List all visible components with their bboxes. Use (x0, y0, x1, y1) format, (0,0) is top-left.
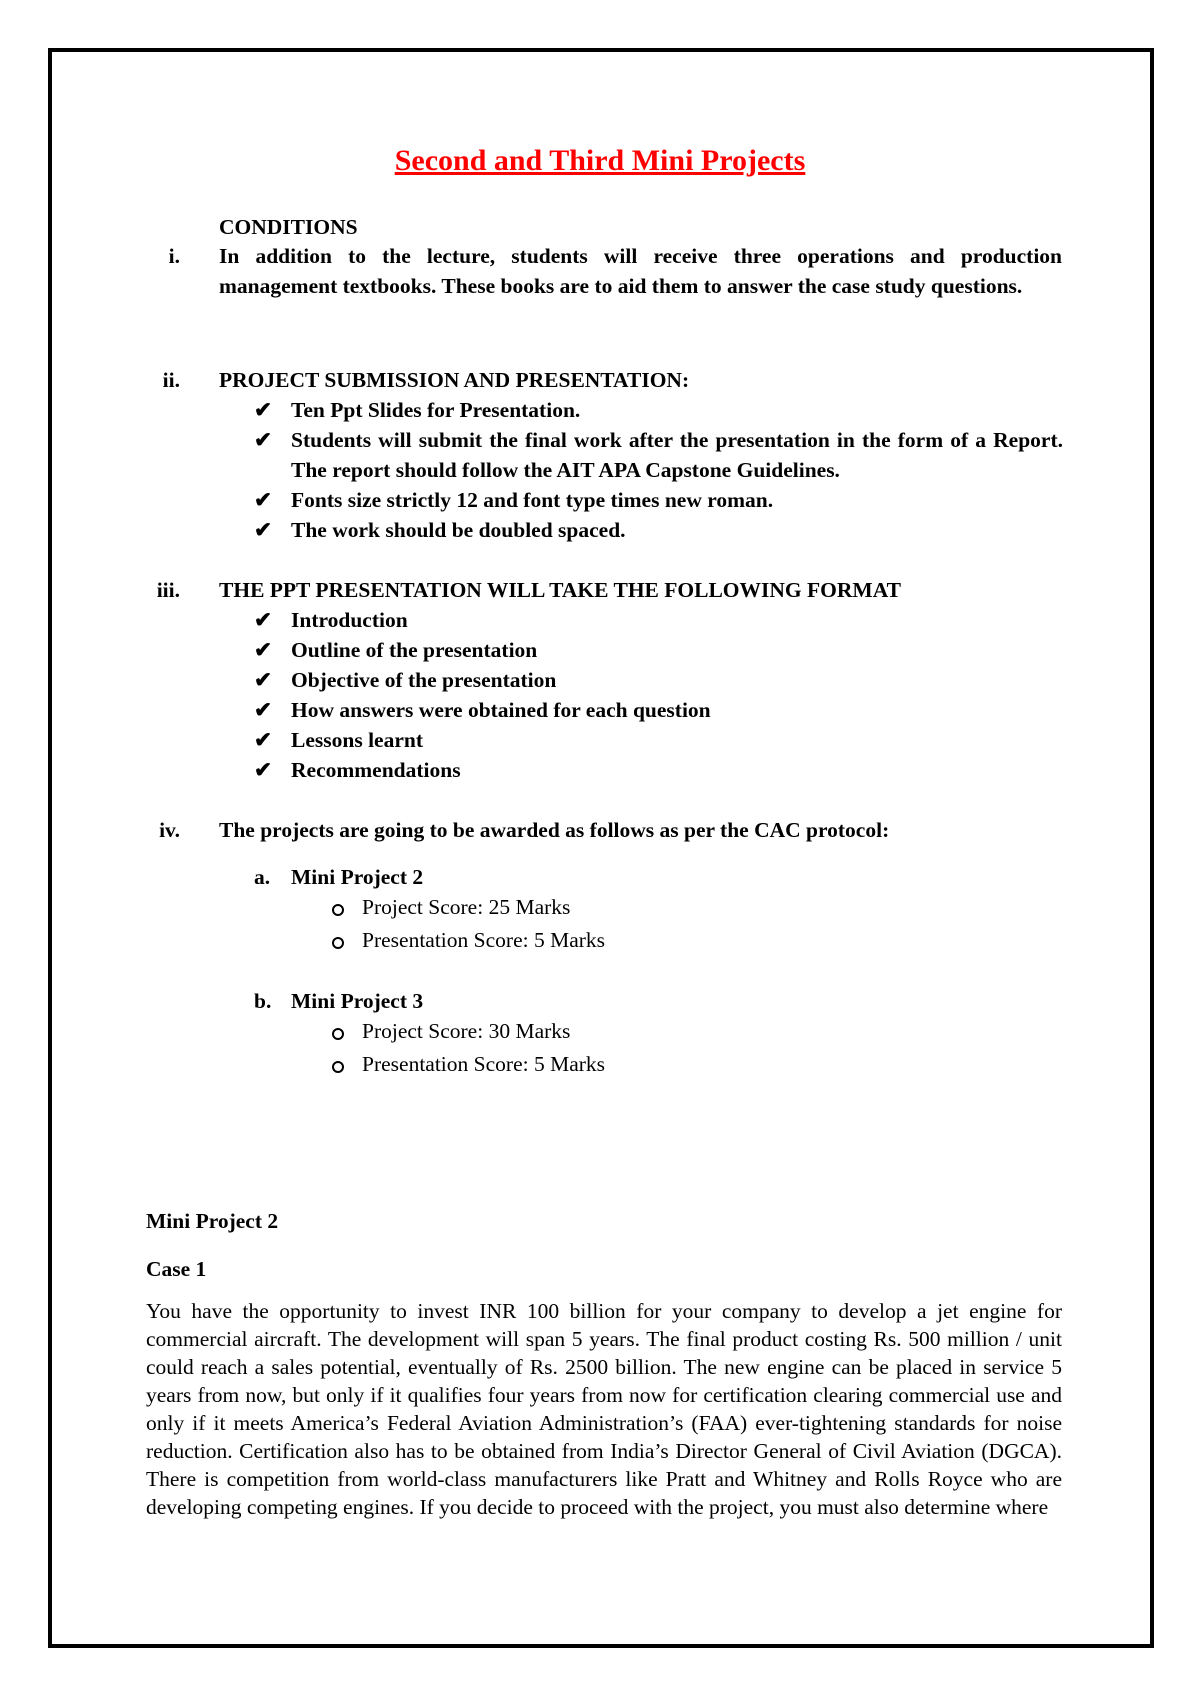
circle-bullet-icon (332, 936, 344, 954)
bullet-item: How answers were obtained for each question (291, 698, 711, 722)
page-title: Second and Third Mini Projects (394, 144, 806, 177)
checkmark-icon: ✔ (254, 638, 273, 662)
checkmark-icon: ✔ (254, 758, 273, 782)
conditions-heading: CONDITIONS (219, 215, 358, 239)
section-ii-heading: PROJECT SUBMISSION AND PRESENTATION: (219, 368, 690, 392)
section-numeral-iii: iii. (156, 578, 180, 602)
project-letter-b: b. (254, 989, 272, 1013)
bullet-item: The work should be doubled spaced. (291, 518, 626, 542)
section-numeral-ii: ii. (162, 368, 180, 392)
circle-bullet-icon (332, 903, 344, 921)
checkmark-icon: ✔ (254, 698, 273, 722)
bullet-item: Recommendations (291, 758, 461, 782)
bullet-item: Ten Ppt Slides for Presentation. (291, 398, 581, 422)
score-item: Presentation Score: 5 Marks (362, 928, 606, 952)
circle-bullet-icon (332, 1060, 344, 1078)
bullet-item: Introduction (291, 608, 408, 632)
checkmark-icon: ✔ (254, 428, 273, 452)
section-iv-heading: The projects are going to be awarded as follows as per the CAC protocol: (219, 818, 890, 842)
bullet-item: Outline of the presentation (291, 638, 538, 662)
circle-bullet-icon (332, 1027, 344, 1045)
case-heading: Case 1 (146, 1257, 207, 1281)
checkmark-icon: ✔ (254, 518, 273, 542)
section-numeral-i: i. (168, 244, 180, 268)
bullet-item: Lessons learnt (291, 728, 423, 752)
bullet-item: Students will submit the final work after the presentation in the form of a Report. The report should follow the AIT APA Capstone Guidelines. (291, 428, 1063, 482)
project-name: Mini Project 3 (291, 989, 424, 1013)
bullet-item: Objective of the presentation (291, 668, 557, 692)
section-numeral-iv: iv. (159, 818, 180, 842)
score-item: Presentation Score: 5 Marks (362, 1052, 606, 1076)
section-i-text: In addition to the lecture, students will receive three operations and production management textbooks. These books are to aid them to answer the case study questions. (219, 244, 1062, 298)
project-name: Mini Project 2 (291, 865, 424, 889)
checkmark-icon: ✔ (254, 608, 273, 632)
score-item: Project Score: 25 Marks (362, 895, 571, 919)
bullet-item: Fonts size strictly 12 and font type times new roman. (291, 488, 774, 512)
checkmark-icon: ✔ (254, 728, 273, 752)
mini-project-heading: Mini Project 2 (146, 1209, 279, 1233)
project-letter-a: a. (254, 865, 271, 889)
section-iii-heading: THE PPT PRESENTATION WILL TAKE THE FOLLOWING FORMAT (219, 578, 901, 602)
score-item: Project Score: 30 Marks (362, 1019, 571, 1043)
checkmark-icon: ✔ (254, 488, 273, 512)
checkmark-icon: ✔ (254, 398, 273, 422)
checkmark-icon: ✔ (254, 668, 273, 692)
case-paragraph: You have the opportunity to invest INR 100 billion for your company to develop a jet engine for commercial aircraft. The development will span 5 years. The final product costing Rs. 500 million / unit could reach a sales potential, eventually of Rs. 2500 billion. The new engine can be placed in service 5 years from now, but only if it qualifies four years from now for certification clearing commercial use and only if it meets America’s Federal Aviation Administration’s (FAA) ever-tightening standards for noise reduction. Certification also has to be obtained from India’s Director General of Civil Aviation (DGCA). There is competition from world-class manufacturers like Pratt and Whitney and Rolls Royce who are developing competing engines. If you decide to proceed with the project, you must also determine where (146, 1299, 1062, 1519)
